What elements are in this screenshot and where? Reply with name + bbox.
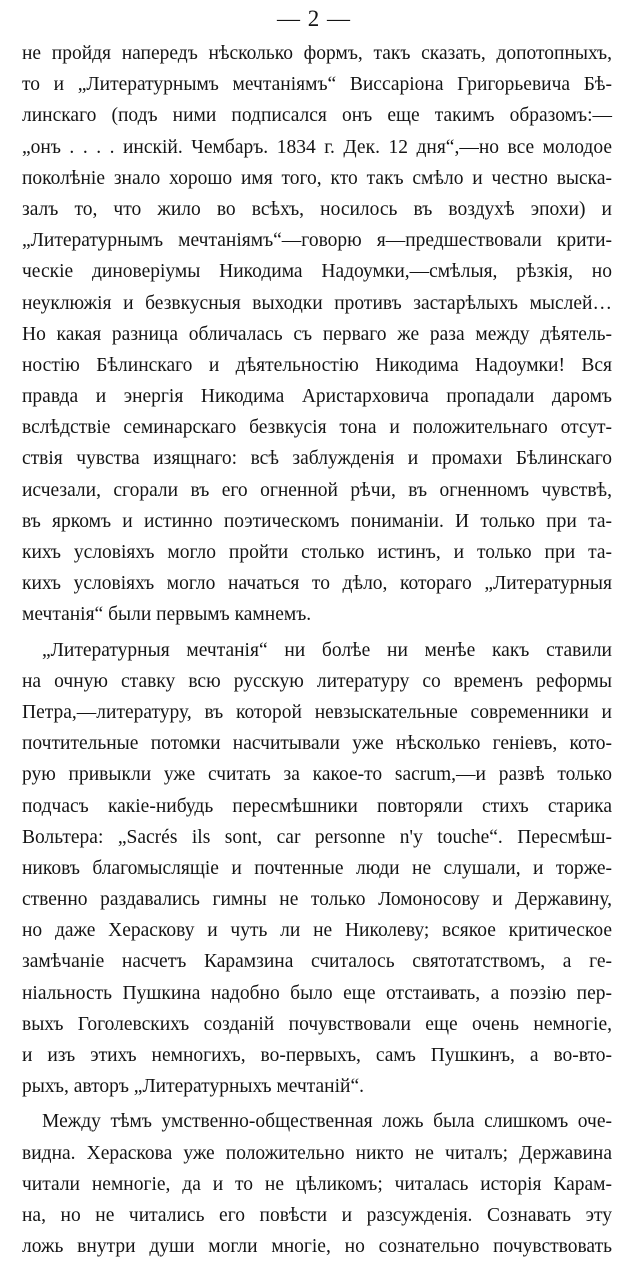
text-line: Между тѣмъ умственно-общественная ложь была слишкомъ оче- bbox=[42, 1111, 612, 1133]
paragraph-2 bbox=[22, 635, 612, 1103]
text-line: кихъ условіяхъ могло пройти столько истинъ, и только при та- bbox=[22, 542, 612, 563]
text-line: не пройдя напередъ нѣсколько формъ, такъ сказать, допотопныхъ, bbox=[22, 43, 612, 64]
text-line: никовъ благомыслящіе и почтенные люди не слушали, и торже- bbox=[22, 857, 612, 879]
text-line: поколѣніе знало хорошо имя того, кто такъ смѣло и честно выска- bbox=[22, 167, 612, 189]
text-line: на, но не читались его повѣсти и разсужденія. Сознавать эту bbox=[22, 1204, 612, 1226]
text-line: подчасъ какіе-нибудь пересмѣшники повторяли стихъ старика bbox=[22, 795, 612, 817]
text-line: ніальность Пушкина надобно было еще отстаивать, а поэзію пер- bbox=[22, 982, 612, 1004]
text-line: но даже Хераскову и чуть ли не Николеву; всякое критическое bbox=[22, 920, 612, 942]
text-line: вслѣдствіе семинарскаго безвкусія тона и положительнаго отсут- bbox=[22, 417, 612, 439]
text-line: ческіе диноверіумы Никодима Надоумки,—смѣлыя, рѣзкія, но bbox=[22, 261, 612, 283]
text-line: и изъ этихъ немногихъ, во-первыхъ, самъ Пушкинъ, а во-вто- bbox=[22, 1045, 612, 1066]
text-line: въ яркомъ и истинно поэтическомъ пониманіи. И только при та- bbox=[22, 510, 612, 532]
text-line: мечтанія“ были первымъ камнемъ. bbox=[22, 604, 312, 626]
text-line: замѣчаніе насчетъ Карамзина считалось святотатствомъ, а ге- bbox=[22, 951, 612, 973]
text-line: линскаго (подъ ними подписался онъ еще такимъ образомъ:— bbox=[22, 105, 612, 127]
body-text bbox=[22, 38, 612, 1262]
text-line: рую привыкли уже считать за какое-то sacrum,—и развѣ только bbox=[22, 764, 612, 786]
text-line: видна. Хераскова уже положительно никто не читалъ; Державина bbox=[22, 1142, 612, 1164]
text-line: исчезали, сгорали въ его огненной рѣчи, въ огненномъ чувствѣ, bbox=[22, 479, 612, 501]
text-line: Вольтера: „Sacrés ils sont, car personne n'y touche“. Пересмѣш- bbox=[22, 826, 612, 848]
text-line: ствія чувства изящнаго: всѣ заблужденія и промахи Бѣлинскаго bbox=[22, 448, 612, 470]
paragraph-1 bbox=[22, 38, 612, 631]
text-line: „Литературныя мечтанія“ ни болѣе ни менѣе какъ ставили bbox=[42, 639, 612, 661]
text-line: „Литературнымъ мечтаніямъ“—говорю я—предшествовали крити- bbox=[22, 230, 612, 252]
paragraph-3 bbox=[22, 1106, 612, 1262]
text-line: ностію Бѣлинскаго и дѣятельностію Никодима Надоумки! Вся bbox=[22, 354, 612, 376]
text-line: почтительные потомки насчитывали уже нѣсколько геніевъ, кото- bbox=[22, 733, 612, 755]
text-line: то и „Литературнымъ мечтаніямъ“ Виссаріона Григорьевича Бѣ- bbox=[22, 74, 612, 96]
text-line: неуклюжія и безвкусныя выходки противъ застарѣлыхъ мыслей… bbox=[22, 292, 612, 314]
text-line: Петра,—литературу, въ которой невзыскательные современники и bbox=[22, 701, 612, 723]
text-line: правда и энергія Никодима Аристарховича пропадали даромъ bbox=[22, 386, 612, 408]
text-line: „онъ . . . . инскій. Чембаръ. 1834 г. Дек. 12 дня“,—но все молодое bbox=[22, 136, 612, 158]
page-number: — 2 — bbox=[277, 6, 351, 31]
text-line: кихъ условіяхъ могло начаться то дѣло, котораго „Литературныя bbox=[22, 573, 612, 595]
text-line: ложь внутри души могли многіе, но сознательно почувствовать bbox=[22, 1236, 612, 1258]
text-line: читали немногіе, да и то не цѣликомъ; читалась исторія Карам- bbox=[22, 1173, 612, 1195]
text-line: Но какая разница обличалась съ перваго же раза между дѣятель- bbox=[22, 323, 612, 345]
text-line: на очную ставку всю русскую литературу со временъ реформы bbox=[22, 670, 612, 692]
text-line: залъ то, что жило во всѣхъ, носилось въ воздухѣ эпохи) и bbox=[22, 198, 612, 220]
text-line: ственно раздавались гимны не только Ломоносову и Державину, bbox=[22, 889, 612, 911]
text-line: рыхъ, авторъ „Литературныхъ мечтаній“. bbox=[22, 1076, 365, 1098]
text-line: выхъ Гоголевскихъ созданій почувствовали еще очень немногіе, bbox=[22, 1013, 612, 1035]
